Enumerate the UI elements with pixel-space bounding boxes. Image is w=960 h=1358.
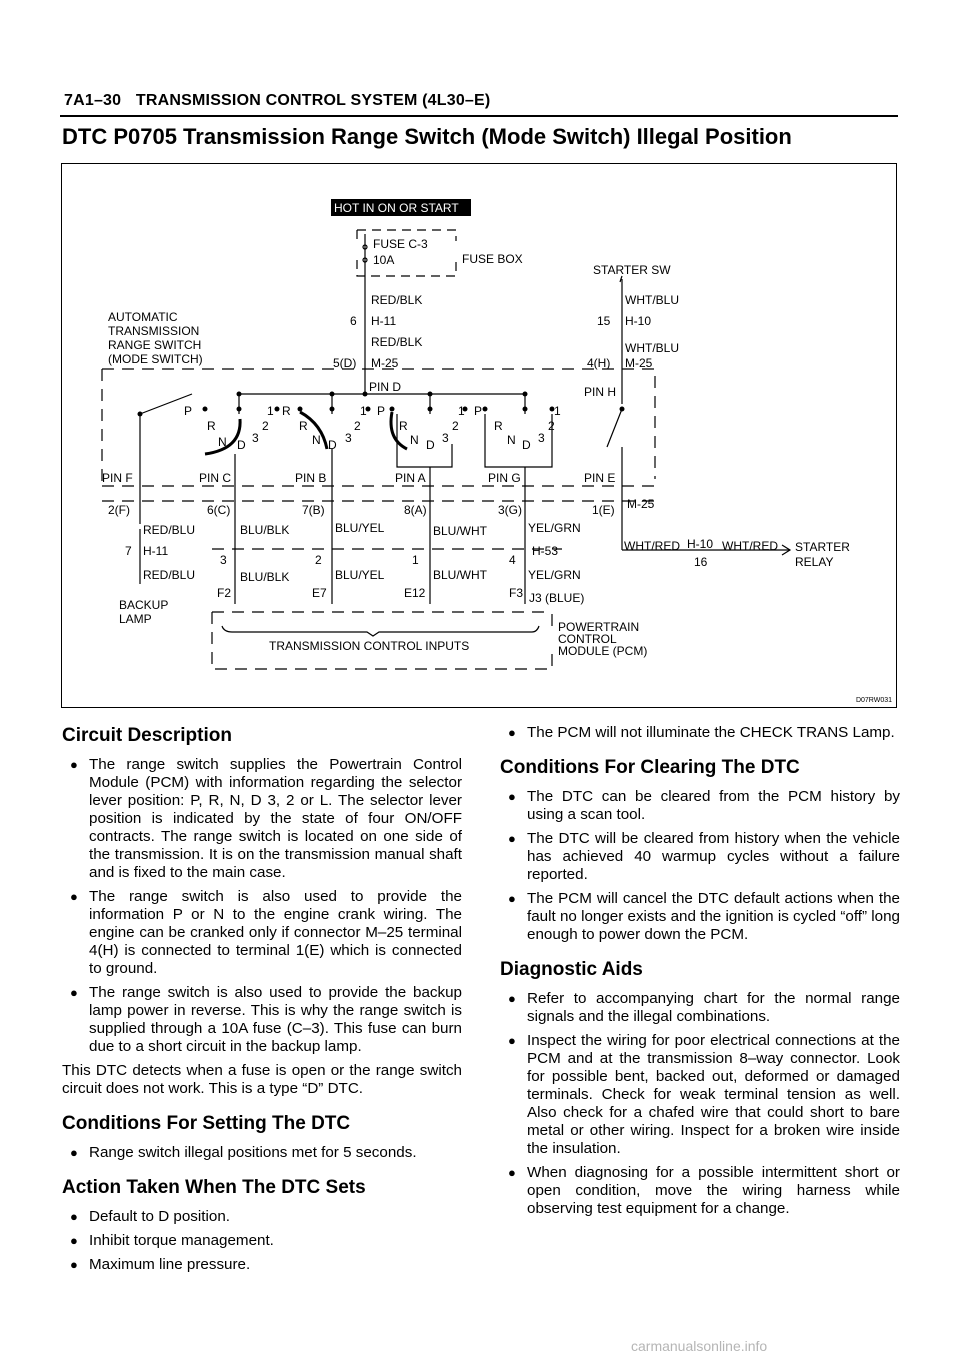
svg-text:D: D: [237, 438, 246, 452]
conditions-for-clearing: [500, 756, 900, 944]
connector-label: H-10: [625, 314, 652, 328]
list-item: ● Refer to accompanying chart for the normal range signals and the illegal combinations.: [508, 990, 900, 1025]
connector-pin-label: 2: [315, 553, 322, 567]
wire-color-label: BLU/WHT: [433, 524, 487, 538]
wire-color-label: WHT/RED: [722, 539, 778, 553]
bullet-list: [62, 1208, 462, 1274]
pcm-terminal-label: F3: [509, 586, 524, 600]
diagnostic-aids: [500, 958, 900, 1218]
switch-name-label: AUTOMATIC: [108, 310, 178, 324]
bullet-icon: ●: [70, 889, 78, 904]
bullet-icon: ●: [508, 891, 516, 906]
connector-pin-label: 7: [125, 544, 132, 558]
svg-text:3: 3: [252, 431, 259, 445]
bullet-list: [500, 788, 900, 944]
connector-pin-label: 3(G): [498, 503, 522, 517]
list-item: ● Range switch illegal positions met for 5 seconds.: [70, 1144, 417, 1161]
svg-text:1: 1: [360, 404, 367, 418]
section-heading: Conditions For Clearing The DTC: [500, 757, 800, 778]
switch-name-label: (MODE SWITCH): [108, 352, 203, 366]
tci-brace: [222, 626, 539, 636]
list-item: ● The DTC will be cleared from history when the vehicle has achieved 40 warmup cycles without a failure reported.: [508, 830, 900, 883]
hot-label: HOT IN ON OR START: [334, 201, 459, 215]
connector-label: M-25: [627, 497, 655, 511]
list-item: ● The PCM will not illuminate the CHECK TRANS Lamp.: [508, 724, 895, 741]
pcm-terminal-label: E12: [404, 586, 426, 600]
connector-pin-label: 4(H): [587, 356, 611, 370]
svg-text:3: 3: [538, 431, 545, 445]
connector-pin-label: 1(E): [592, 503, 615, 517]
section-heading: Action Taken When The DTC Sets: [62, 1177, 366, 1198]
wire-color-label: BLU/BLK: [240, 523, 290, 537]
fuse-rating-label: 10A: [373, 253, 395, 267]
wire-color-label: BLU/YEL: [335, 568, 385, 582]
wire-color-label: RED/BLU: [143, 523, 196, 537]
page-number: 7A1–30: [64, 92, 122, 109]
backup-lamp-label: BACKUP: [119, 598, 169, 612]
connector-pin-label: 6(C): [207, 503, 231, 517]
wire-color-label: RED/BLK: [371, 335, 423, 349]
pin-label: PIN A: [395, 471, 426, 485]
bullet-list: [500, 990, 900, 1218]
svg-text:D: D: [328, 438, 337, 452]
conditions-for-setting: [62, 1112, 462, 1162]
pin-e-switch: [607, 409, 622, 447]
wire-color-label: WHT/BLU: [625, 293, 679, 307]
connector-pin-label: 8(A): [404, 503, 427, 517]
connector-pin-label: 4: [509, 553, 516, 567]
connector-label: M-25: [625, 356, 653, 370]
bullet-list: [62, 1144, 462, 1162]
svg-text:1: 1: [267, 404, 274, 418]
bullet-icon: ●: [508, 1165, 516, 1180]
tci-label: TRANSMISSION CONTROL INPUTS: [269, 639, 470, 653]
svg-text:R: R: [299, 419, 308, 433]
bullet-icon: ●: [70, 1209, 78, 1224]
svg-text:N: N: [312, 433, 321, 447]
pcm-connector-label: J3 (BLUE): [529, 591, 585, 605]
connector-label: H-11: [371, 314, 397, 328]
svg-text:2: 2: [262, 419, 269, 433]
connector-pin-label: 2(F): [108, 503, 130, 517]
list-item: ● Default to D position.: [70, 1208, 230, 1225]
figure-code: D07RW031: [855, 697, 892, 704]
right-column: [500, 724, 900, 1232]
list-item: ● The range switch is also used to provide the information P or N to the engine crank wiring. The engine can be cranked only if connector M–25 terminal 4(H) is connected to terminal 1(E) which is connected to ground.: [70, 888, 462, 977]
wire-color-label: WHT/BLU: [625, 341, 679, 355]
section-heading: Circuit Description: [62, 725, 232, 746]
list-item: ● The range switch is also used to provide the backup lamp power in reverse. This is why the range switch is supplied through a 10A fuse (C–3). This fuse can burn due to a short circuit in the backup lamp.: [70, 984, 462, 1055]
action-taken: [62, 1176, 462, 1274]
wire-color-label: RED/BLU: [143, 568, 196, 582]
starter-sw-label: STARTER SW: [593, 263, 671, 277]
svg-text:D: D: [426, 438, 435, 452]
svg-text:D: D: [522, 438, 531, 452]
connector-pin-label: 1: [412, 553, 419, 567]
bullet-list: [62, 756, 462, 1056]
svg-text:1: 1: [458, 404, 465, 418]
svg-text:R: R: [399, 419, 408, 433]
bullet-icon: ●: [508, 1033, 516, 1048]
svg-text:P: P: [377, 404, 386, 418]
svg-text:2: 2: [548, 419, 555, 433]
left-column: [62, 724, 462, 1288]
list-item: ● Maximum line pressure.: [70, 1256, 251, 1273]
pin-label: PIN G: [488, 471, 521, 485]
svg-text:R: R: [494, 419, 503, 433]
pin-label: PIN C: [199, 471, 232, 485]
bullet-icon: ●: [508, 991, 516, 1006]
bullet-list: [500, 724, 900, 742]
connector-pin-label: 6: [350, 314, 357, 328]
svg-text:3: 3: [345, 431, 352, 445]
switch-name-label: TRANSMISSION: [108, 324, 200, 338]
bullet-icon: ●: [70, 1257, 78, 1272]
list-item: ● Inspect the wiring for poor electrical connections at the PCM and at the transmission 8–way connector. Look for possible bent, backed out, deformed or damaged terminals. Check for weak terminal tension as well. Also check for a chafed wire that could short to bare metal or other wiring. Inspect for a broken wire inside the insulation.: [508, 1032, 900, 1157]
starter-relay-label: STARTER: [795, 540, 850, 554]
wire-color-label: WHT/RED: [624, 539, 680, 553]
svg-text:R: R: [207, 419, 216, 433]
bullet-icon: ●: [508, 789, 516, 804]
pcm-terminal-label: F2: [217, 586, 232, 600]
connector-label: M-25: [371, 356, 399, 370]
wire-color-label: RED/BLK: [371, 293, 423, 307]
pin-label: PIN F: [102, 471, 133, 485]
fuse-name-label: FUSE C-3: [373, 237, 428, 251]
svg-text:N: N: [218, 435, 227, 449]
wire-color-label: BLU/WHT: [433, 568, 487, 582]
bullet-icon: ●: [70, 757, 78, 772]
fuse-box-label: FUSE BOX: [462, 252, 523, 266]
svg-text:3: 3: [442, 431, 449, 445]
switch-name-label: RANGE SWITCH: [108, 338, 202, 352]
list-item: ● The PCM will cancel the DTC default actions when the fault no longer exists and the ignition is cycled “off” long enough to power down the PCM.: [508, 890, 900, 943]
bullet-icon: ●: [508, 725, 516, 740]
pcm-terminal-label: E7: [312, 586, 327, 600]
action-continued: [500, 724, 900, 742]
pin-label: PIN B: [295, 471, 327, 485]
list-item: ● When diagnosing for a possible intermittent short or open condition, move the wiring harness while observing test equipment for a change.: [508, 1164, 900, 1217]
starter-relay-label: RELAY: [795, 555, 834, 569]
backup-lamp-label: LAMP: [119, 612, 152, 626]
svg-text:1: 1: [554, 404, 561, 418]
paragraph: This DTC detects when a fuse is open or the range switch circuit does not work. This is a type “D” DTC.: [62, 1062, 462, 1097]
connector-pin-label: 3: [220, 553, 227, 567]
wire-color-label: BLU/YEL: [335, 521, 385, 535]
circuit-description: [62, 724, 462, 1098]
connector-label: H-10: [687, 537, 714, 551]
svg-text:2: 2: [452, 419, 459, 433]
connector-label: H-53: [532, 544, 559, 558]
header-rule: [60, 115, 898, 117]
pcm-label: CONTROL: [558, 632, 617, 646]
connector-label: H-11: [143, 544, 169, 558]
wire-color-label: YEL/GRN: [528, 521, 581, 535]
svg-text:P: P: [474, 404, 483, 418]
list-item: ● The range switch supplies the Powertrain Control Module (PCM) with information regarding the selector lever position: P, R, N, D 3, 2 or L. The selector lever position is indicated by the state of four ON/OFF contracts. The range switch is located on one side of the transmission. It is on the transmission manual shaft and is fixed to the main case.: [70, 756, 462, 881]
connector-pin-label: 16: [694, 555, 708, 569]
wiring-diagram: [61, 163, 897, 708]
bullet-icon: ●: [70, 985, 78, 1000]
pin-label: PIN H: [584, 385, 617, 399]
wiring-diagram-svg: [62, 164, 896, 707]
bullet-icon: ●: [508, 831, 516, 846]
wire-color-label: YEL/GRN: [528, 568, 581, 582]
section-heading: Conditions For Setting The DTC: [62, 1113, 351, 1134]
svg-text:2: 2: [354, 419, 361, 433]
pin-label: PIN E: [584, 471, 616, 485]
wire-color-label: BLU/BLK: [240, 570, 290, 584]
svg-text:N: N: [507, 433, 516, 447]
pcm-label: POWERTRAIN: [558, 620, 640, 634]
list-item: ● The DTC can be cleared from the PCM history by using a scan tool.: [508, 788, 900, 823]
pin-label: PIN D: [369, 380, 402, 394]
page-title: DTC P0705 Transmission Range Switch (Mode Switch) Illegal Position: [62, 124, 792, 149]
svg-text:R: R: [282, 404, 291, 418]
svg-text:P: P: [184, 404, 193, 418]
page-header: [64, 92, 490, 110]
section-title: TRANSMISSION CONTROL SYSTEM (4L30–E): [135, 92, 491, 109]
svg-text:N: N: [410, 433, 419, 447]
connector-pin-label: 15: [597, 314, 611, 328]
pcm-label: MODULE (PCM): [558, 644, 648, 658]
connector-pin-label: 5(D): [333, 356, 357, 370]
bullet-icon: ●: [70, 1145, 78, 1160]
footer-watermark[interactable]: carmanualsonline.info: [631, 1338, 768, 1354]
connector-pin-label: 7(B): [302, 503, 325, 517]
bullet-icon: ●: [70, 1233, 78, 1248]
section-heading: Diagnostic Aids: [500, 959, 643, 980]
list-item: ● Inhibit torque management.: [70, 1232, 274, 1249]
